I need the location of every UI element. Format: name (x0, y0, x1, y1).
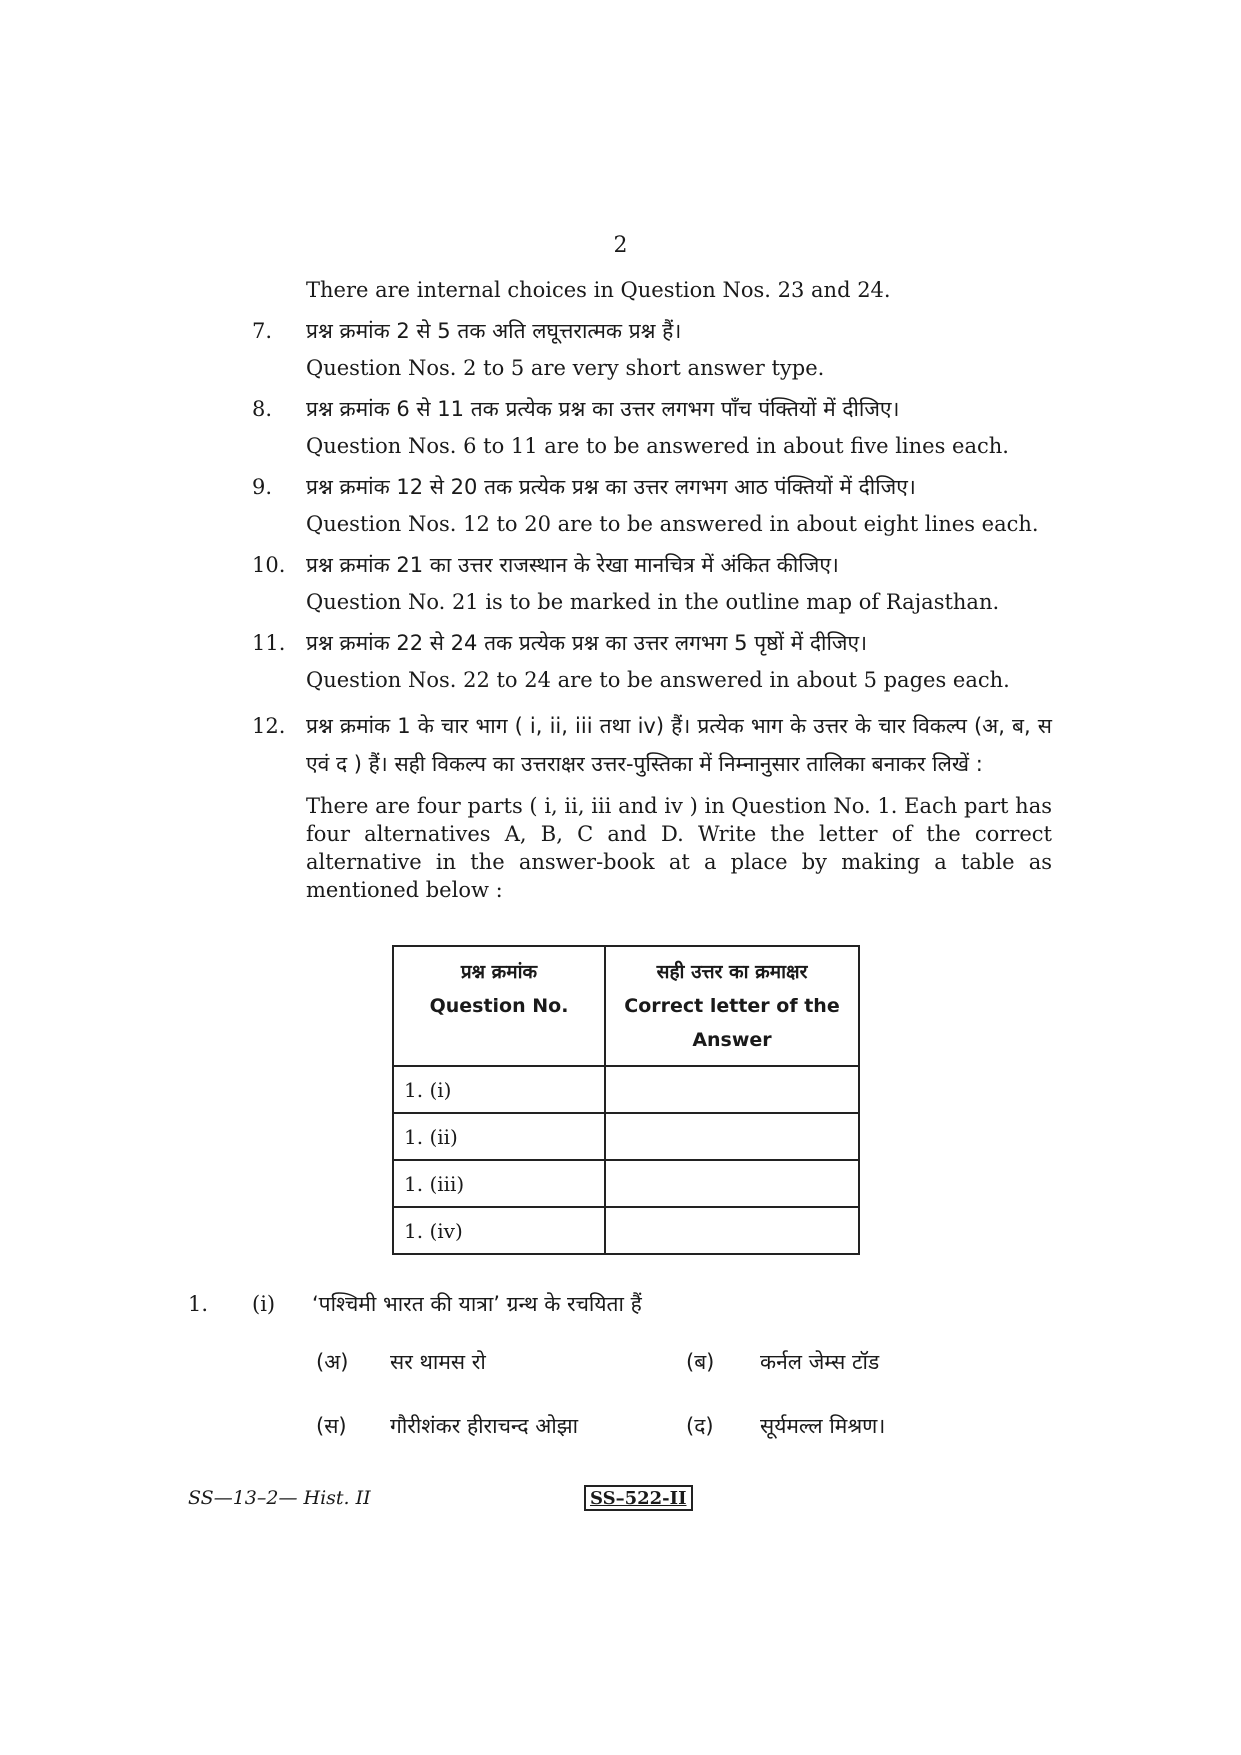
instruction-number: 12. (252, 714, 286, 738)
header-question-no-hindi: प्रश्न क्रमांक (460, 961, 538, 983)
instruction-item (252, 551, 1052, 616)
instruction-item (252, 473, 1052, 538)
instruction-number: 8. (252, 397, 273, 421)
option-text: कर्नल जेम्स टॉड (760, 1350, 880, 1374)
instruction-hindi: प्रश्न क्रमांक 22 से 24 तक प्रत्येक प्रश्न का उत्तर लगभग 5 पृष्ठों में दीजिए। (306, 631, 868, 655)
header-correct-letter-hindi: सही उत्तर का क्रमाक्षर (656, 961, 808, 983)
instruction-hindi: प्रश्न क्रमांक 21 का उत्तर राजस्थान के रेखा मानचित्र में अंकित कीजिए। (306, 553, 839, 577)
instruction-hindi: प्रश्न क्रमांक 2 से 5 तक अति लघूत्तरात्मक प्रश्न हैं। (306, 319, 682, 343)
header-question-no (393, 946, 605, 1066)
table-row (393, 1066, 859, 1113)
table-header-row (393, 946, 859, 1066)
instruction-hindi: प्रश्न क्रमांक 1 के चार भाग ( i, ii, iii तथा iv) हैं। प्रत्येक भाग के उत्तर के चार विकल्प (अ, ब, स एवं द ) हैं। सही विकल्प का उत्तराक्षर उत्तर-पुस्तिका में निम्नानुसार तालिका बनाकर लिखें : (306, 714, 1052, 776)
instruction-english: Question Nos. 6 to 11 are to be answered in about five lines each. (306, 434, 1009, 458)
instruction-english: There are four parts ( i, ii, iii and iv ) in Question No. 1. Each part has four alternatives A, B, C and D. Write the letter of the correct alternative in the answer-book at a place by making a table as mentioned below : (306, 794, 1052, 902)
header-correct-letter-english: Correct letter of the Answer (624, 995, 840, 1051)
table-cell-answer (605, 1160, 859, 1207)
instruction-hindi: प्रश्न क्रमांक 12 से 20 तक प्रत्येक प्रश्न का उत्तर लगभग आठ पंक्तियों में दीजिए। (306, 475, 916, 499)
table-cell-question: 1. (ii) (393, 1113, 605, 1160)
table-cell-answer (605, 1113, 859, 1160)
question-number: 1. (188, 1292, 209, 1316)
instruction-number: 7. (252, 319, 273, 343)
page-number: 2 (613, 233, 628, 258)
option-label: (द) (686, 1414, 714, 1438)
instruction-english: Question No. 21 is to be marked in the outline map of Rajasthan. (306, 590, 1000, 614)
option-d (686, 1412, 1056, 1440)
instruction-number: 11. (252, 631, 286, 655)
table-cell-question: 1. (i) (393, 1066, 605, 1113)
instruction-item (252, 707, 1052, 904)
option-label: (स) (316, 1414, 347, 1438)
footer-paper-code: SS–522-II (584, 1485, 693, 1511)
question-heading (188, 1290, 1088, 1318)
intro-line: There are internal choices in Question Nos. 23 and 24. (306, 278, 891, 302)
table-cell-answer (605, 1066, 859, 1113)
page-footer (188, 1487, 1088, 1519)
option-b (686, 1348, 1056, 1376)
header-question-no-english: Question No. (429, 995, 569, 1017)
instruction-english: Question Nos. 2 to 5 are very short answer type. (306, 356, 825, 380)
instruction-item (252, 317, 1052, 382)
option-text: सूर्यमल्ल मिश्रण। (760, 1414, 886, 1438)
instructions-list (252, 276, 1052, 904)
table-row (393, 1113, 859, 1160)
question-text: ‘पश्चिमी भारत की यात्रा’ ग्रन्थ के रचयिता हैं (312, 1292, 642, 1316)
question-part: (i) (252, 1292, 276, 1316)
option-c (316, 1412, 686, 1440)
instruction-hindi: प्रश्न क्रमांक 6 से 11 तक प्रत्येक प्रश्न का उत्तर लगभग पाँच पंक्तियों में दीजिए। (306, 397, 900, 421)
instruction-number: 9. (252, 475, 273, 499)
instruction-english: Question Nos. 22 to 24 are to be answered in about 5 pages each. (306, 668, 1010, 692)
table-cell-question: 1. (iii) (393, 1160, 605, 1207)
instruction-number: 10. (252, 553, 286, 577)
option-label: (अ) (316, 1350, 349, 1374)
option-text: गौरीशंकर हीराचन्द ओझा (390, 1414, 579, 1438)
table-row (393, 1207, 859, 1254)
instruction-english: Question Nos. 12 to 20 are to be answered in about eight lines each. (306, 512, 1039, 536)
table-row (393, 1160, 859, 1207)
table-cell-answer (605, 1207, 859, 1254)
header-correct-letter (605, 946, 859, 1066)
instruction-item (252, 395, 1052, 460)
table-cell-question: 1. (iv) (393, 1207, 605, 1254)
footer-subject-code: SS—13–2— Hist. II (188, 1487, 371, 1509)
question-options (188, 1348, 1088, 1440)
option-a (316, 1348, 686, 1376)
question-1 (188, 1290, 1088, 1476)
option-label: (ब) (686, 1350, 715, 1374)
instruction-item (252, 629, 1052, 694)
answer-format-table (392, 945, 860, 1255)
option-text: सर थामस रो (390, 1350, 486, 1374)
